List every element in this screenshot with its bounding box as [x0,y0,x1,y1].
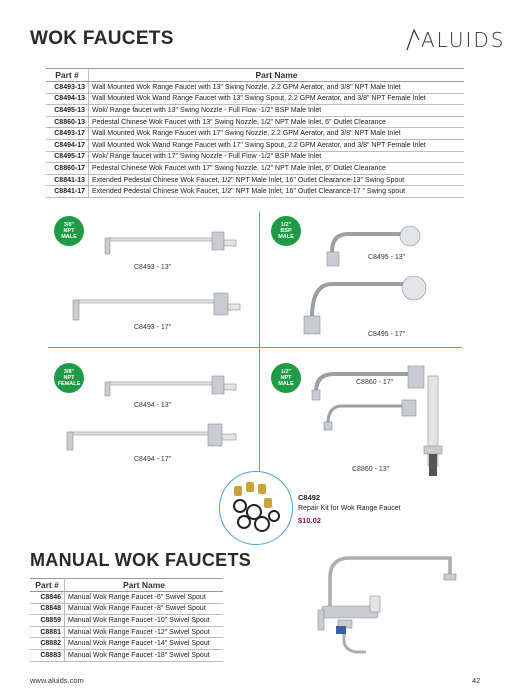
part-name-cell: Wall Mounted Wok Wand Range Faucet with 13" Swing Spout, 2.2 GPM Aerator, and 3/8" NPT Female Inlet [89,93,465,105]
repair-kit-name: Repair Kit for Wok Range Faucet [298,505,401,512]
part-number-cell: C8495-17 [46,151,89,163]
part-number-cell: C8848 [30,603,65,615]
part-number-cell: C8841-13 [46,174,89,186]
part-name-cell: Manual Wok Range Faucet -10" Swivel Spout [65,615,224,627]
part-number-cell: C8494-13 [46,93,89,105]
section-title: MANUAL WOK FAUCETS [30,550,252,570]
inlet-badge-q4: 1/2" NPT MALE [271,363,301,393]
logo-text: ALUIDS [421,28,506,52]
wok-faucets-table [46,68,464,198]
table-row [46,93,464,105]
table-row [30,603,223,615]
part-number-cell: C8846 [30,592,65,604]
manual-wok-faucet-image [310,548,470,668]
column-header-part: Part # [46,69,89,82]
part-name-cell: Manual Wok Range Faucet -6" Swivel Spout [65,592,224,604]
part-number-cell: C8882 [30,638,65,650]
part-name-cell: Pedestal Chinese Wok Faucet with 17" Swing Nozzle, 1/2" NPT Male Inlet, 6" Outlet Clearance [89,163,465,175]
part-number-cell: C8495-13 [46,105,89,117]
part-number-cell: C8494-17 [46,139,89,151]
part-number-cell: C8841-17 [46,186,89,198]
part-name-cell: Wall Mounted Wok Range Faucet with 17" Swing Nozzle, 2.2 GPM Aerator, and 3/8" NPT Male Inlet [89,128,465,140]
inlet-badge-q2: 1/2" BSP MALE [271,216,301,246]
caption-c8494-13: C8494 - 13" [134,402,172,409]
part-name-cell: Manual Wok Range Faucet -12" Swivel Spout [65,626,224,638]
faucet-c8494-13-image [100,372,240,402]
table-row [46,105,464,117]
part-number-cell: C8859 [30,615,65,627]
faucet-c8493-13-image [100,228,240,258]
inlet-badge-q3: 3/8" NPT FEMALE [54,363,84,393]
footer-website: www.aluids.com [30,676,84,685]
part-number-cell: C8883 [30,649,65,661]
caption-c8495-13: C8495 - 13" [368,254,406,261]
table-row [46,151,464,163]
part-number-cell: C8493-13 [46,82,89,94]
manual-wok-faucets-table [30,578,223,662]
faucet-c8494-17-image [62,420,242,460]
caption-c8493-17: C8493 - 17" [134,324,172,331]
table-row [30,592,223,604]
brand-logo [405,24,506,59]
table-row [46,163,464,175]
part-name-cell: Manual Wok Range Faucet -8" Swivel Spout [65,603,224,615]
repair-kit-parts-icon [220,472,292,544]
part-number-cell: C8860-13 [46,116,89,128]
table-header-row [46,69,464,82]
part-name-cell: Extended Pedestal Chinese Wok Faucet, 1/2" NPT Male Inlet, 16" Outlet Clearance-13" Swing Spout [89,174,465,186]
part-name-cell: Wall Mounted Wok Wand Range Faucet with 17" Swing Spout, 2.2 GPM Aerator, and 3/8" NPT Female Inlet [89,139,465,151]
caption-c8860-13: C8860 - 13" [352,466,390,473]
column-header-name: Part Name [65,579,224,592]
caption-c8495-17: C8495 - 17" [368,331,406,338]
inlet-badge-q1: 3/8" NPT MALE [54,216,84,246]
faucet-c8495-13-image [318,222,428,272]
caption-c8494-17: C8494 - 17" [134,456,172,463]
caption-c8493-13: C8493 - 13" [134,264,172,271]
part-name-cell: Pedestal Chinese Wok Faucet with 13" Swing Nozzle, 1/2" NPT Male Inlet, 6" Outlet Clearance [89,116,465,128]
table-header-row [30,579,223,592]
table-row [46,174,464,186]
horizontal-divider [48,347,462,348]
table-row [46,139,464,151]
table-row [46,82,464,94]
table-row [30,626,223,638]
faucet-c8495-17-image [296,270,436,340]
table-row [30,649,223,661]
part-name-cell: Wok/ Range faucet with 13" Swing Nozzle - Full Flow -1/2" BSP Male Inlet [89,105,465,117]
part-name-cell: Extended Pedestal Chinese Wok Faucet, 1/2" NPT Male Inlet, 16" Outlet Clearance-17 " Swing spout [89,186,465,198]
part-name-cell: Wall Mounted Wok Range Faucet with 13" Swing Nozzle, 2.2 GPM Aerator, and 3/8" NPT Male Inlet [89,82,465,94]
repair-kit-image [219,471,293,545]
footer-page-number: 42 [472,676,481,685]
column-header-part: Part # [30,579,65,592]
part-name-cell: Manual Wok Range Faucet -18" Swivel Spout [65,649,224,661]
column-header-name: Part Name [89,69,465,82]
part-number-cell: C8860-17 [46,163,89,175]
table-row [46,128,464,140]
table-row [30,638,223,650]
table-row [46,116,464,128]
part-number-cell: C8881 [30,626,65,638]
caption-c8860-17: C8860 - 17" [356,379,394,386]
page-title: WOK FAUCETS [30,28,174,49]
part-name-cell: Wok/ Range faucet with 17" Swing Nozzle - Full Flow -1/2" BSP Male Inlet [89,151,465,163]
part-name-cell: Manual Wok Range Faucet -14" Swivel Spout [65,638,224,650]
repair-kit-price: $10.02 [298,516,321,525]
part-number-cell: C8493-17 [46,128,89,140]
table-row [30,615,223,627]
repair-kit-part: C8492 [298,493,321,502]
table-row [46,186,464,198]
